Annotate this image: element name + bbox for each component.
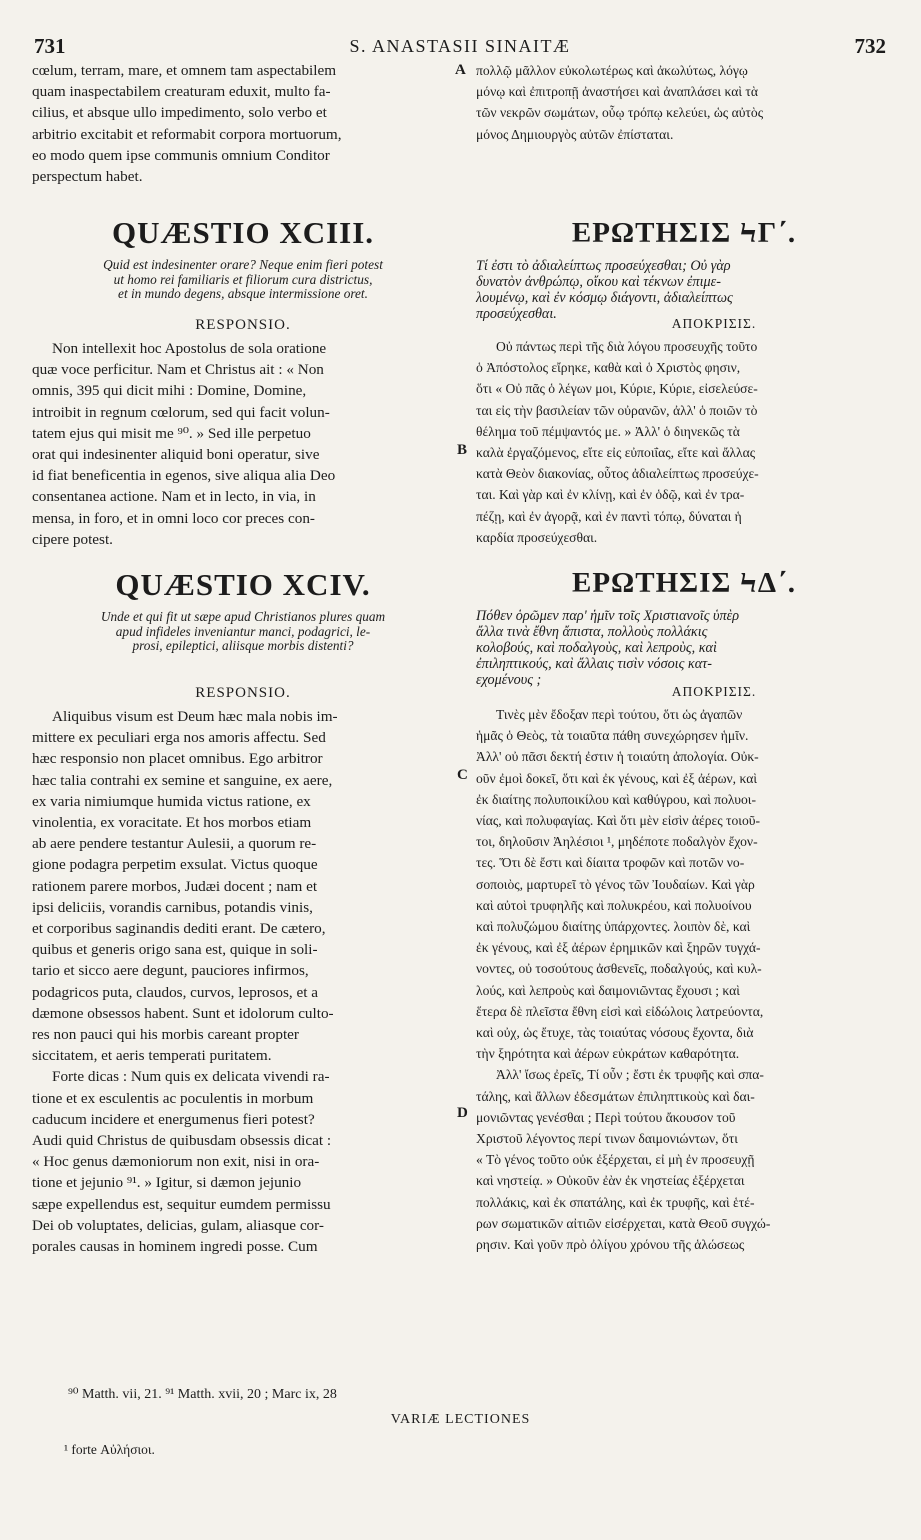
latin-q94-body-2: Forte dicas : Num quis ex delicata vivendi ra- tione et ex esculentis ac poculentis in morbum caducum incidere et energumenus fieri potest? Audi quid Christus de quibusdam obsessis dicat : « Hoc genus dæmoniorum non exit, nisi in ora- tione et jejunio ⁹¹. » Igitur, si dæmon jejunio sæpe expellendus est, sequitur eumdem permissu Dei ob voluptates, delicias, gulam, aliasque cor- porales causas in hominem ingredi posse. Cum (32, 1068, 332, 1256)
latin-q93-body: Non intellexit hoc Apostolus de sola oratione quæ voce perficitur. Nam et Christus ait : « Non omnis, 395 qui dicit mihi : Domine, Domine, introibit in regnum cœlorum, sed qui facit volun- tatem ejus qui misit me ⁹⁰. » Sed ille perpetuo orat qui indesinenter aliquid boni operatur, sive id fiat beneficentia in egenos, sive aliqua alia Deo consentanea actione. Nam et in lecto, in via, in mensa, in foro, et in omni loco cor preces con- cipere potest. (32, 340, 336, 548)
greek-q94-body-2: Ἀλλ' ἴσως ἐρεῖς, Τί οὖν ; ἔστι ἐκ τρυφῆς καὶ σπα- τάλης, καὶ ἄλλων ἐδεσμάτων ἐπιληπτικοὺς καὶ δαι- μονιῶντας γενέσθαι ; Περὶ τούτου ἄκουσον τοῦ Χριστοῦ λέγοντος περί τινων δαιμονιώντων, ὅτι « Τὸ γένος τοῦτο οὐκ ἐξέρχεται, εἰ μὴ ἐν προσευχῇ καὶ νηστείᾳ. » Οὐκοῦν ἐὰν ἐκ νηστείας ἐξέρχεται πολλάκις, καὶ ἐκ σπατάλης, καὶ ἐκ τρυφῆς, καὶ ἑτέ- ρων σωματικῶν αἰτιῶν εἰσέρχεται, κατὰ Θεοῦ συγχώ- ρησιν. Καὶ γοῦν πρὸ ὀλίγου χρόνου τῆς ἁλώσεως (476, 1067, 771, 1253)
scripture-references: ⁹⁰ Matth. vii, 21. ⁹¹ Matth. xvii, 20 ; Marc ix, 28 (68, 1387, 337, 1402)
latin-q94-heading: QUÆSTIO XCIV. (115, 567, 371, 602)
greek-q93-response-label: ΑΠΟΚΡΙΣΙΣ. (671, 316, 757, 331)
greek-q94-heading: ΕΡΩΤΗΣΙΣ ϞΔ΄. (572, 567, 796, 599)
greek-intro-paragraph: πολλῷ μᾶλλον εὐκολωτέρως καὶ ἀκωλύτως, λόγῳ μόνῳ καὶ ἐπιτροπῇ ἀναστήσει καὶ ἀναπλάσει καὶ τὰ τῶν νεκρῶν σωμάτων, οὗῳ τρόπῳ κελεύει, ὡς αὐτὸς μόνος Δημιουργὸς αὐτῶν ἐπίσταται. (476, 63, 764, 142)
latin-intro-paragraph: cœlum, terram, mare, et omnem tam aspectabilem quam inaspectabilem creaturam eduxit, multo fa- cilius, et absque ullo impedimento, solo verbo et arbitrio excitabit et reformabit corpora mortuorum, eo modo quem ipse communis omnium Conditor perspectum habet. (32, 62, 342, 186)
margin-mark-b: B (457, 442, 468, 458)
greek-q94-body-1: Τινὲς μὲν ἔδοξαν περὶ τούτου, ὅτι ὡς ἀγαπῶν ἡμᾶς ὁ Θεὸς, τὰ τοιαῦτα πάθη συνεχώρησεν ἡμῖν. Ἀλλ' οὐ πᾶσι δεκτή ἐστιν ἡ τοιαύτη ἀπολογία. Οὐκ- οῦν ἐμοὶ δοκεῖ, ὅτι καὶ ἐκ γένους, καὶ ἐξ ἀέρων, καὶ ἐκ διαίτης πολυποικίλου καὶ καθύγρου, καὶ πολυοι- νίας, καὶ πολυφαγίας. Καὶ ὅτι μὲν εἰσὶν ἀέρες τοιοῦ- τοι, δηλοῦσιν Ἀηλέσιοι ¹, μηδέποτε ποδαλγὸν ἔχον- τες. Ὅτι δὲ ἔστι καὶ δίαιτα τροφῶν καὶ ποτῶν νο- σοποιὸς, μαρτυρεῖ τὸ γένος τῶν Ἰουδαίων. Καὶ γὰρ καὶ αὐτοὶ τρυφηλῆς καὶ πολυκρέου, καὶ πολυοίνου καὶ πολυζώμου διαίτης ὑπάρχοντες. λοιπὸν δὲ, καὶ ἐκ γένους, καὶ ἐξ ἀέρων ἐρημικῶν καὶ ξηρῶν τυγχά- νοντες, οὐ τοσούτους ἀσθενεῖς, ποδαλγούς, καὶ κυλ- λούς, καὶ λεπροὺς καὶ δαιμονιῶντας ἔχουσι ; καὶ ἕτερα δὲ πλεῖστα ἔθνη εἰσὶ καὶ εἰδώλοις λατρεύοντα, καὶ οὐχ, ὡς ἔτυχε, τὰς τοιαύτας νόσους ἔχοντα, διὰ τὴν ξηρότητα καὶ ἀέρων εὐκράτων καθαρότητα. (476, 707, 764, 1062)
latin-q93-response-label: RESPONSIO. (195, 317, 291, 333)
page-number-right: 732 (854, 34, 886, 58)
variant-reading-note: ¹ forte Αὐλήσιοι. (64, 1442, 155, 1457)
variae-lectiones-heading: VARIÆ LECTIONES (390, 1412, 531, 1427)
greek-q94-response-label: ΑΠΟΚΡΙΣΙΣ. (671, 684, 757, 699)
latin-q93-heading: QUÆSTIO XCIII. (111, 215, 375, 250)
greek-column (476, 60, 892, 1255)
latin-q94-response-label: RESPONSIO. (195, 685, 291, 701)
latin-q93-question: Quid est indesinenter orare? Neque enim fieri potest ut homo rei familiaris et filiorum cura districtus, et in mundo degens, absque intermissione oret. (103, 257, 383, 302)
latin-q94-question: Unde et qui fit ut sæpe apud Christianos plures quam apud infideles inveniantur manci, podagrici, le- prosi, epileptici, aliisque morbis distenti? (100, 609, 386, 654)
page-number-left: 731 (34, 34, 66, 58)
margin-mark-a: A (455, 62, 466, 78)
latin-q94-body-1: Aliquibus visum est Deum hæc mala nobis im- mittere ex peculiari erga nos amoris affectu. Sed hæc responsio non placet omnibus. Ego arbitror hæc talia contrahi ex semine et sanguine, ex aere, ex varia nimiumque humida victus ratione, ex vinolentia, ex voracitate. Et hos morbos etiam ab aere pendere testantur Aulesii, a quorum re- gione podagra perpetim exsulat. Victus quoque rationem parere morbos, Judæi docent ; nam et ipsi deliciis, vorandis carnibus, potandis vinis, et corporibus saginandis dediti erant. De cætero, quibus et generis origo sana est, quique in soli- tario et sicco aere degunt, pauciores infirmos, podagricos puta, claudos, curvos, leprosos, et a dæmone obsessos habent. Sunt et idolorum culto- res non pauci qui his morbis careant propter siccitatem, et aeris temperati puritatem. (32, 708, 338, 1065)
margin-mark-c: C (457, 767, 468, 783)
greek-q93-body: Οὐ πάντως περὶ τῆς διὰ λόγου προσευχῆς τοῦτο ὁ Ἀπόστολος εἴρηκε, καθὰ καὶ ὁ Χριστὸς φησιν, ὅτι « Οὐ πᾶς ὁ λέγων μοι, Κύριε, Κύριε, εἰσελεύσε- ται εἰς τὴν βασιλείαν τῶν οὐρανῶν, ἀλλ' ὁ ποιῶν τὸ θέλημα τοῦ πέμψαντός με. » Ἀλλ' ὁ διηνεκῶς τὰ καλὰ ἐργαζόμενος, εἴτε εἰς εὐποιΐας, εἴτε καὶ ἄλλας κατὰ Θεὸν διακονίας, οὗτος ἀδιαλείπτως προσεύχε- ται. Καὶ γὰρ καὶ ἐν κλίνῃ, καὶ ἐν ὁδῷ, καὶ ἐν τρα- πέζῃ, καὶ ἐν ἀγορᾷ, καὶ ἐν παντὶ τόπῳ, δύναται ἡ καρδία προσεύχεσθαι. (476, 339, 759, 545)
greek-q93-heading: ΕΡΩΤΗΣΙΣ ϞΓ΄. (571, 217, 797, 249)
running-title: S. ANASTASII SINAITÆ (349, 36, 571, 56)
greek-q94-question: Πόθεν ὁρῶμεν παρ' ἡμῖν τοῖς Χριστιανοῖς ὑπὲρ ἄλλα τινὰ ἔθνη ἄπιστα, πολλοὺς πολλάκις κολοβούς, καὶ ποδαλγοὺς, καὶ λεπροὺς, καὶ ἐπιληπτικούς, καὶ ἄλλαις τισὶν νόσοις κατ- εχομένους ; (476, 608, 740, 688)
latin-column (32, 60, 454, 1257)
greek-q93-question: Τί ἐστι τὸ ἀδιαλείπτως προσεύχεσθαι; Οὐ γὰρ δυνατὸν ἀνθρώπῳ, οἴκου καὶ τέκνων ἐπιμε- λουμένῳ, καὶ ἐν κόσμῳ διάγοντι, ἀδιαλείπτως προσεύχεσθαι. (476, 258, 733, 322)
margin-mark-d: D (457, 1105, 468, 1121)
